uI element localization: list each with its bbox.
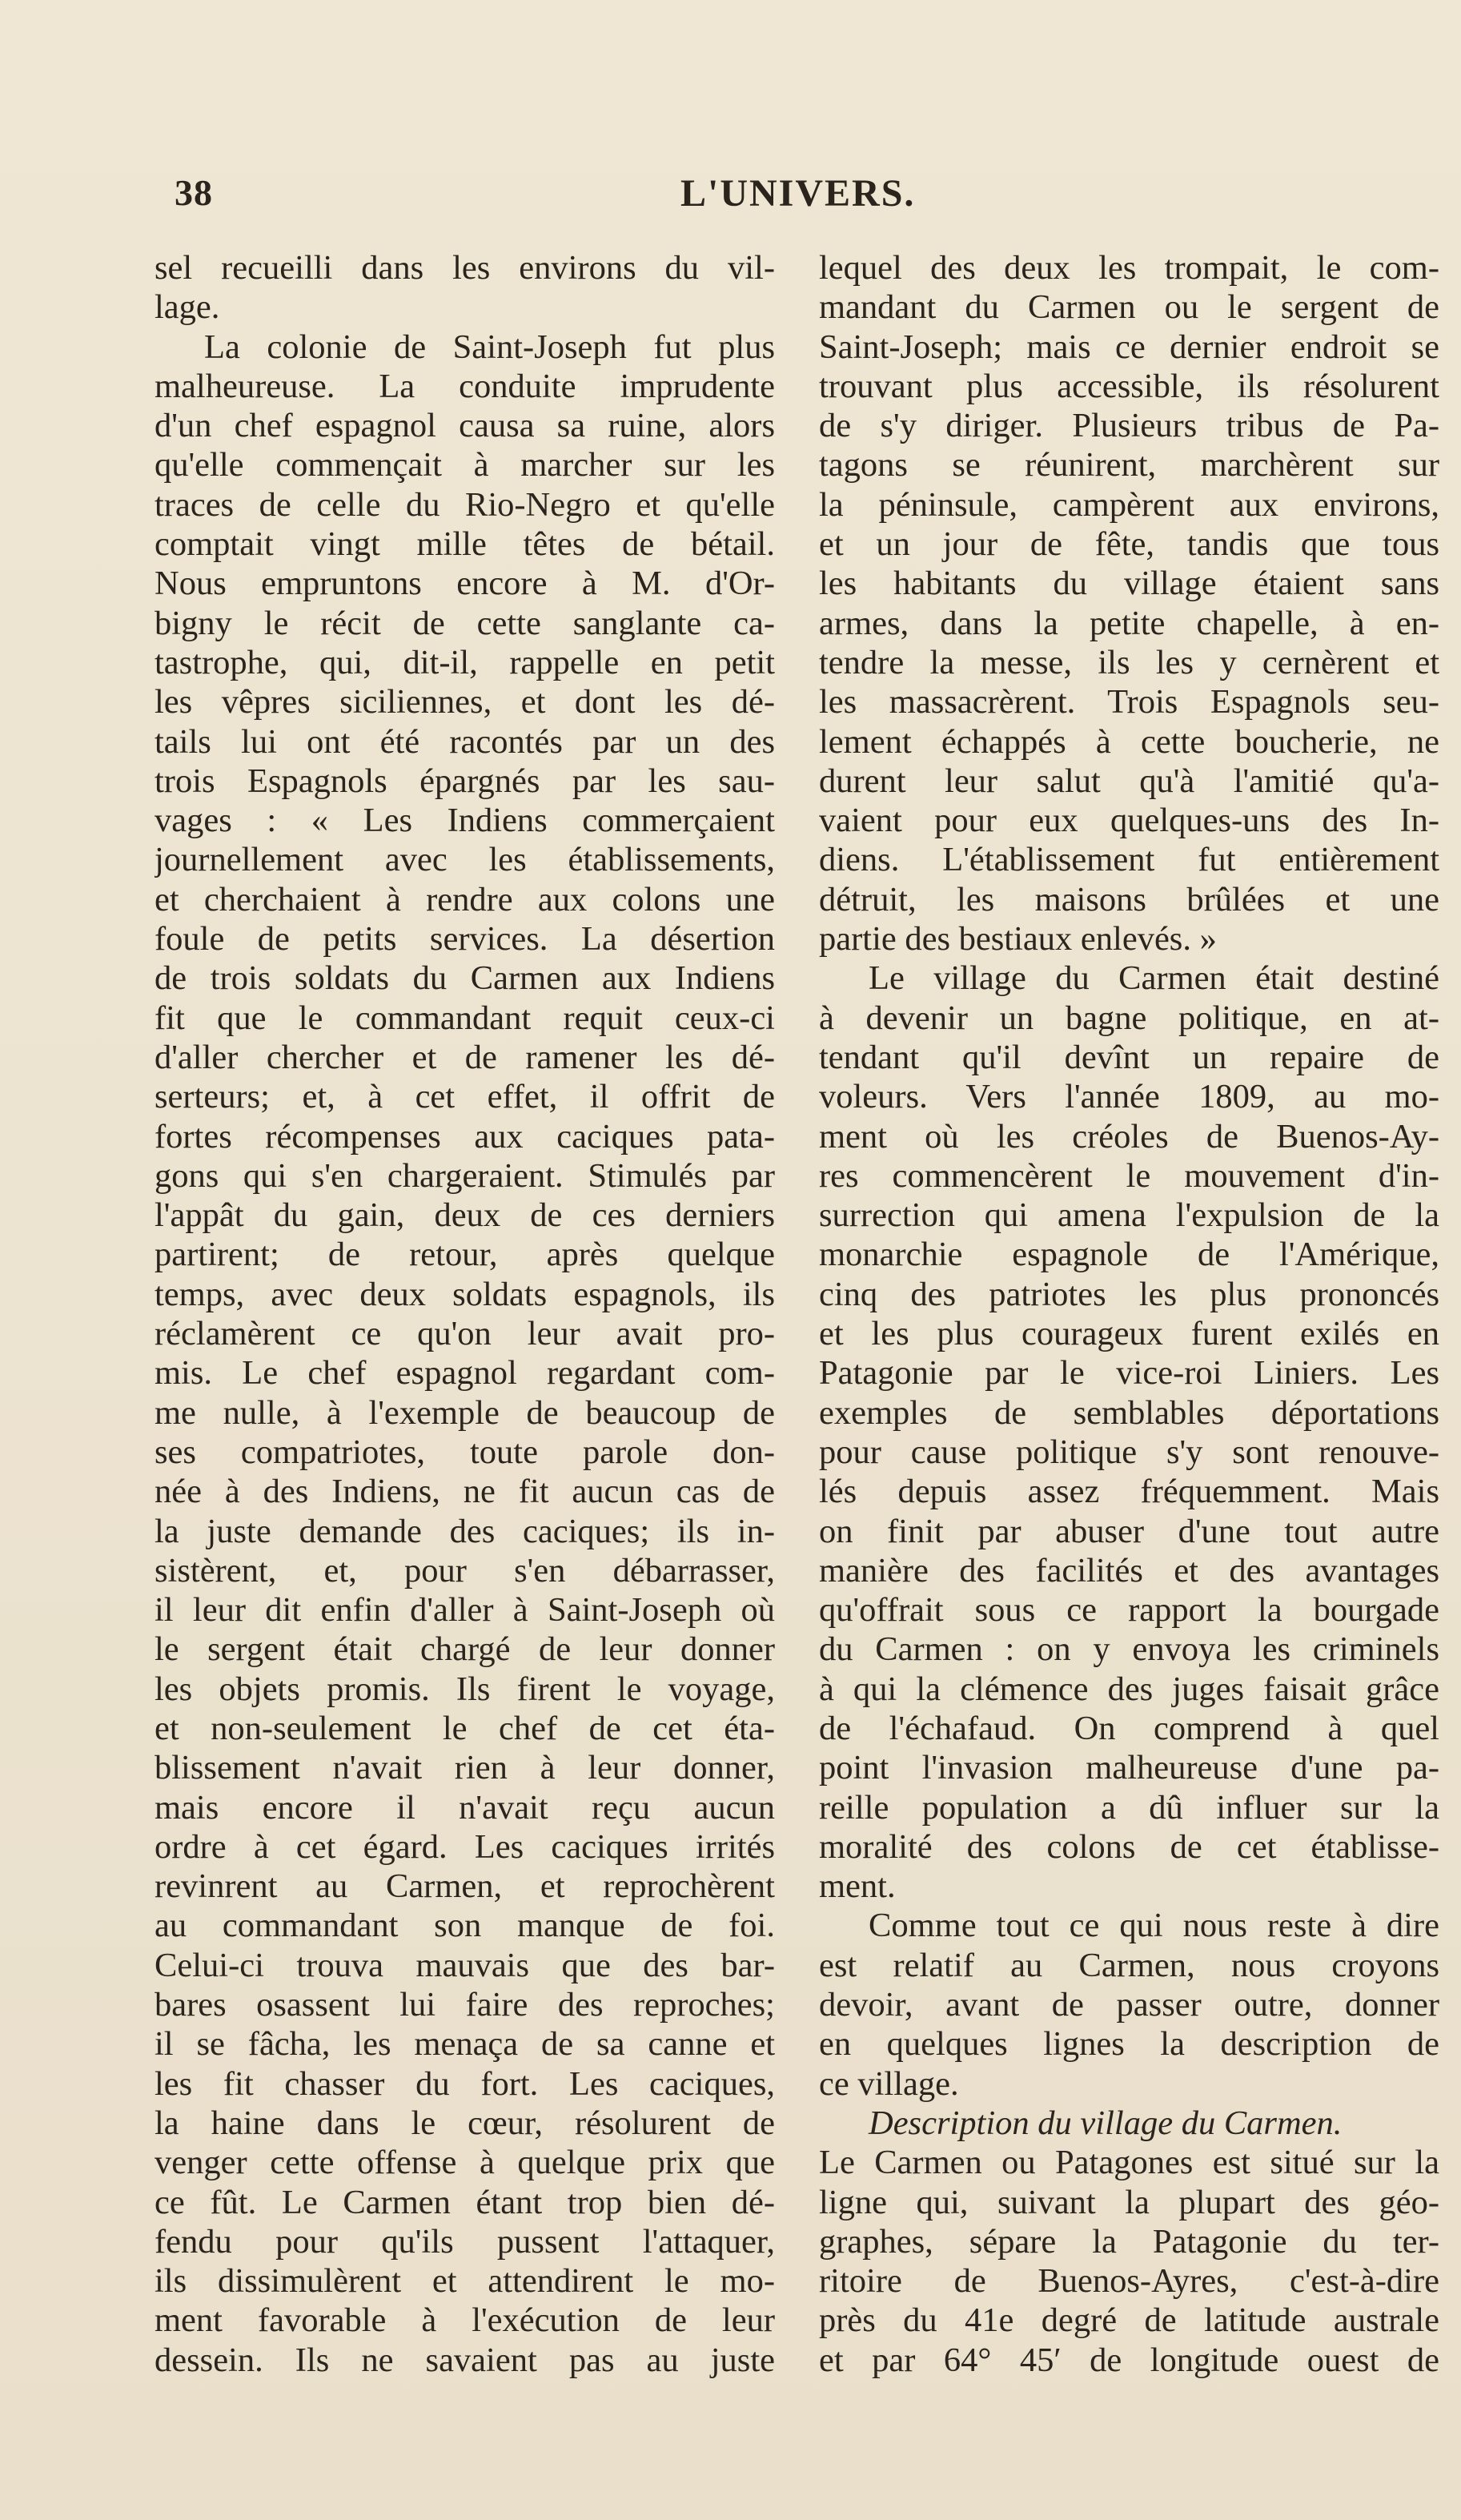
text-line: ritoire de Buenos-Ayres, c'est-à-dire (819, 2262, 1439, 2301)
text-line: manière des facilités et des avantages (819, 1551, 1439, 1590)
text-line: à qui la clémence des juges faisait grâce (819, 1670, 1439, 1708)
text-line: surrection qui amena l'expulsion de la (819, 1196, 1439, 1235)
text-line: les vêpres siciliennes, et dont les dé- (155, 683, 775, 721)
text-line: moralité des colons de cet établisse- (819, 1827, 1439, 1866)
text-line: et non-seulement le chef de cet éta- (155, 1709, 775, 1747)
text-line: bigny le récit de cette sanglante ca- (155, 604, 775, 642)
page-number: 38 (175, 172, 213, 213)
text-line: durent leur salut qu'à l'amitié qu'a- (819, 762, 1439, 800)
text-line: est relatif au Carmen, nous croyons (819, 1946, 1439, 1984)
text-line: ordre à cet égard. Les caciques irrités (155, 1827, 775, 1866)
text-line: ils dissimulèrent et attendirent le mo- (155, 2262, 775, 2301)
text-line: lequel des deux les trompait, le com- (819, 249, 1439, 287)
text-line: d'aller chercher et de ramener les dé- (155, 1038, 775, 1076)
text-line: malheureuse. La conduite imprudente (155, 367, 775, 405)
text-line: monarchie espagnole de l'Amérique, (819, 1236, 1439, 1274)
text-line: ment où les créoles de Buenos-Ay- (819, 1117, 1439, 1156)
text-line: journellement avec les établissements, (155, 841, 775, 879)
text-line: comptait vingt mille têtes de bétail. (155, 525, 775, 564)
text-line: res commencèrent le mouvement d'in- (819, 1156, 1439, 1195)
text-line: ligne qui, suivant la plupart des géo- (819, 2183, 1439, 2221)
text-line: lement échappés à cette boucherie, ne (819, 722, 1439, 761)
text-line: Patagonie par le vice-roi Liniers. Les (819, 1354, 1439, 1393)
text-line: les objets promis. Ils firent le voyage, (155, 1670, 775, 1708)
text-line: trouvant plus accessible, ils résolurent (819, 367, 1439, 405)
text-line: partirent; de retour, après quelque (155, 1236, 775, 1274)
text-line: revinrent au Carmen, et reprochèrent (155, 1867, 775, 1906)
text-line: me nulle, à l'exemple de beaucoup de (155, 1393, 775, 1432)
text-line: la juste demande des caciques; ils in- (155, 1512, 775, 1550)
text-line: devoir, avant de passer outre, donner (819, 1986, 1439, 2024)
text-line: reille population a dû influer sur la (819, 1788, 1439, 1827)
right-column (819, 248, 1439, 2380)
text-line: à devenir un bagne politique, en at- (819, 999, 1439, 1037)
text-line: traces de celle du Rio-Negro et qu'elle (155, 485, 775, 524)
text-line: foule de petits services. La désertion (155, 920, 775, 959)
text-line: dessein. Ils ne savaient pas au juste (155, 2341, 775, 2379)
text-line: près du 41e degré de latitude australe (819, 2301, 1439, 2340)
text-line: sel recueilli dans les environs du vil- (155, 249, 775, 287)
text-line: et un jour de fête, tandis que tous (819, 525, 1439, 564)
text-line: sistèrent, et, pour s'en débarrasser, (155, 1551, 775, 1590)
text-line: et par 64° 45′ de longitude ouest de (819, 2341, 1439, 2379)
text-line: réclamèrent ce qu'on leur avait pro- (155, 1315, 775, 1353)
text-line: Saint-Joseph; mais ce dernier endroit se (819, 328, 1439, 366)
text-line: bares osassent lui faire des reproches; (155, 1986, 775, 2024)
text-line: graphes, sépare la Patagonie du ter- (819, 2222, 1439, 2261)
text-line: les massacrèrent. Trois Espagnols seu- (819, 683, 1439, 721)
text-line: de trois soldats du Carmen aux Indiens (155, 959, 775, 998)
text-line: armes, dans la petite chapelle, à en- (819, 604, 1439, 642)
left-column (155, 248, 775, 2380)
text-line: qu'offrait sous ce rapport la bourgade (819, 1591, 1439, 1630)
text-line: il leur dit enfin d'aller à Saint-Joseph où (155, 1591, 775, 1630)
page-header (0, 171, 1461, 219)
text-line: Celui-ci trouva mauvais que des bar- (155, 1946, 775, 1984)
text-line: détruit, les maisons brûlées et une (819, 880, 1439, 918)
text-line: fendu pour qu'ils pussent l'attaquer, (155, 2222, 775, 2261)
text-line: Comme tout ce qui nous reste à dire (869, 1907, 1439, 1945)
text-line: en quelques lignes la description de (819, 2025, 1439, 2064)
text-line: ce village. (819, 2064, 959, 2103)
text-line: ment favorable à l'exécution de leur (155, 2301, 775, 2340)
text-line: vaient pour eux quelques-uns des In- (819, 802, 1439, 840)
text-line: Nous empruntons encore à M. d'Or- (155, 565, 775, 603)
text-line: de s'y diriger. Plusieurs tribus de Pa- (819, 407, 1439, 445)
text-line: tendant qu'il devînt un repaire de (819, 1038, 1439, 1076)
text-line: cinq des patriotes les plus prononcés (819, 1275, 1439, 1313)
text-line: lés depuis assez fréquemment. Mais (819, 1473, 1439, 1511)
text-line: née à des Indiens, ne fit aucun cas de (155, 1473, 775, 1511)
text-line: l'appât du gain, deux de ces derniers (155, 1196, 775, 1235)
text-line: La colonie de Saint-Joseph fut plus (204, 328, 775, 366)
text-line: lage. (155, 288, 220, 327)
text-line: Le Carmen ou Patagones est situé sur la (819, 2144, 1439, 2182)
text-line: fit que le commandant requit ceux-ci (155, 999, 775, 1037)
text-line: tagons se réunirent, marchèrent sur (819, 446, 1439, 484)
text-line: partie des bestiaux enlevés. » (819, 920, 1217, 959)
text-line: on finit par abuser d'une tout autre (819, 1512, 1439, 1550)
text-line: ses compatriotes, toute parole don- (155, 1433, 775, 1471)
text-line: la péninsule, campèrent aux environs, (819, 485, 1439, 524)
text-line: temps, avec deux soldats espagnols, ils (155, 1275, 775, 1313)
text-line: de l'échafaud. On comprend à quel (819, 1709, 1439, 1747)
text-line: qu'elle commençait à marcher sur les (155, 446, 775, 484)
text-line: venger cette offense à quelque prix que (155, 2144, 775, 2182)
text-line: et les plus courageux furent exilés en (819, 1315, 1439, 1353)
text-line: fortes récompenses aux caciques pata- (155, 1117, 775, 1156)
text-line: du Carmen : on y envoya les criminels (819, 1630, 1439, 1669)
text-line: tails lui ont été racontés par un des (155, 722, 775, 761)
text-line: les fit chasser du fort. Les caciques, (155, 2064, 775, 2103)
text-line: mandant du Carmen ou le sergent de (819, 288, 1439, 327)
text-line: diens. L'établissement fut entièrement (819, 841, 1439, 879)
text-line: d'un chef espagnol causa sa ruine, alors (155, 407, 775, 445)
text-line: au commandant son manque de foi. (155, 1907, 775, 1945)
text-line: pour cause politique s'y sont renouve- (819, 1433, 1439, 1471)
text-line: trois Espagnols épargnés par les sau- (155, 762, 775, 800)
text-line: Le village du Carmen était destiné (869, 959, 1439, 998)
text-line: mis. Le chef espagnol regardant com- (155, 1354, 775, 1393)
text-line: la haine dans le cœur, résolurent de (155, 2104, 775, 2142)
text-line: et cherchaient à rendre aux colons une (155, 880, 775, 918)
text-line: mais encore il n'avait reçu aucun (155, 1788, 775, 1827)
text-line: il se fâcha, les menaça de sa canne et (155, 2025, 775, 2064)
text-line: tendre la messe, ils les y cernèrent et (819, 643, 1439, 681)
text-line: Description du village du Carmen. (869, 2104, 1343, 2142)
text-line: vages : « Les Indiens commerçaient (155, 802, 775, 840)
text-line: gons qui s'en chargeraient. Stimulés par (155, 1156, 775, 1195)
text-line: tastrophe, qui, dit-il, rappelle en petit (155, 643, 775, 681)
text-line: les habitants du village étaient sans (819, 565, 1439, 603)
text-line: le sergent était chargé de leur donner (155, 1630, 775, 1669)
text-line: blissement n'avait rien à leur donner, (155, 1749, 775, 1787)
text-line: voleurs. Vers l'année 1809, au mo- (819, 1078, 1439, 1116)
text-line: ce fût. Le Carmen étant trop bien dé- (155, 2183, 775, 2221)
running-title: L'UNIVERS. (680, 172, 916, 215)
text-line: ment. (819, 1867, 896, 1906)
text-line: point l'invasion malheureuse d'une pa- (819, 1749, 1439, 1787)
text-line: exemples de semblables déportations (819, 1393, 1439, 1432)
text-line: serteurs; et, à cet effet, il offrit de (155, 1078, 775, 1116)
